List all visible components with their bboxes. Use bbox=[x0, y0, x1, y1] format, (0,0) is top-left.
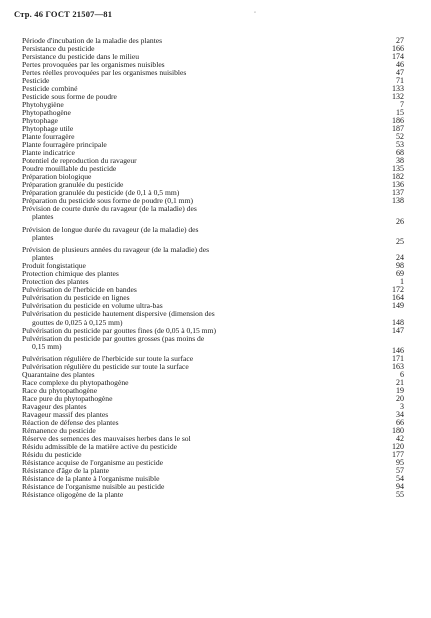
entry-number: 52 bbox=[396, 132, 404, 142]
index-entry bbox=[22, 141, 404, 149]
entry-term: Pulvérisation régulière du pesticide sur toute la surface bbox=[22, 362, 189, 372]
entry-term: Résistance oligogène de la plante bbox=[22, 490, 124, 500]
entry-number: 147 bbox=[392, 325, 404, 335]
entry-number: 132 bbox=[392, 92, 404, 102]
entry-term: Pulvérisation du pesticide hautement dispersive (dimension des bbox=[22, 309, 215, 319]
entry-term: Pertes provoquées par les organismes nuisibles bbox=[22, 60, 165, 70]
entry-term: Persistance du pesticide bbox=[22, 44, 95, 54]
entry-term: Pesticide sous forme de poudre bbox=[22, 92, 117, 102]
entry-number: 166 bbox=[392, 44, 404, 54]
entry-term: Pesticide bbox=[22, 76, 50, 86]
entry-number: 53 bbox=[396, 140, 404, 150]
index-entry bbox=[22, 491, 404, 499]
entry-term: 0,15 mm) bbox=[32, 341, 62, 351]
entry-term: Pulvérisation du pesticide par gouttes grosses (pas moins de bbox=[22, 333, 205, 343]
index-entry bbox=[22, 109, 404, 117]
index-entry bbox=[22, 77, 404, 85]
entry-number: 69 bbox=[396, 269, 404, 279]
entry-term: Race du phytopathogène bbox=[22, 386, 98, 396]
entry-number: 68 bbox=[396, 148, 404, 158]
entry-term: Pesticide combiné bbox=[22, 84, 78, 94]
entry-term: Prévision de plusieurs années du ravageur (de la maladie) des bbox=[22, 245, 210, 255]
entry-term: Réserve des semences des mauvaises herbes dans le sol bbox=[22, 434, 191, 444]
entry-term: Poudre mouillable du pesticide bbox=[22, 164, 117, 174]
entry-number: 55 bbox=[396, 490, 404, 500]
index-entry bbox=[22, 93, 404, 101]
entry-number: 149 bbox=[392, 301, 404, 311]
entry-number: 57 bbox=[396, 466, 404, 476]
entry-number: 138 bbox=[392, 196, 404, 206]
page-header: Стр. 46 ГОСТ 21507—81 bbox=[14, 9, 113, 19]
entry-term: Résistance de la plante à l'organisme nuisible bbox=[22, 474, 160, 484]
entry-term: plantes bbox=[32, 232, 54, 242]
entry-term: Période d'incubation de la maladie des plantes bbox=[22, 36, 163, 45]
entry-term: Ravageur des plantes bbox=[22, 402, 87, 412]
entry-number: 177 bbox=[392, 450, 404, 460]
entry-term: Pulvérisation du pesticide en lignes bbox=[22, 293, 130, 303]
entry-term: Pulvérisation du pesticide par gouttes fines (de 0,05 à 0,15 mm) bbox=[22, 325, 217, 335]
entry-term: Phytophage bbox=[22, 116, 58, 126]
entry-term: plantes bbox=[32, 212, 54, 222]
index-entry bbox=[22, 226, 404, 234]
entry-number: 187 bbox=[392, 124, 404, 134]
entry-term: Phytohygiène bbox=[22, 100, 64, 110]
entry-number: 136 bbox=[392, 180, 404, 190]
entry-term: Quarantaine des plantes bbox=[22, 370, 95, 380]
entry-number: 146 bbox=[392, 346, 404, 356]
entry-number: 26 bbox=[396, 216, 404, 226]
entry-number: 163 bbox=[392, 362, 404, 372]
entry-number: 1 bbox=[400, 277, 404, 287]
entry-term: Prévision de courte durée du ravageur (de la maladie) des bbox=[22, 204, 197, 214]
entry-term: Race pure du phytopathogène bbox=[22, 394, 113, 404]
entry-number: 135 bbox=[392, 164, 404, 174]
entry-number: 54 bbox=[396, 474, 404, 484]
entry-term: Pulvérisation de l'herbicide en bandes bbox=[22, 285, 137, 295]
entry-number: 133 bbox=[392, 84, 404, 94]
entry-term: Pertes réelles provoquées par les organismes nuisibles bbox=[22, 68, 187, 78]
entry-number: 180 bbox=[392, 426, 404, 436]
entry-number: 186 bbox=[392, 116, 404, 126]
index-entry bbox=[22, 101, 404, 109]
entry-number: 172 bbox=[392, 285, 404, 295]
entry-term: Préparation granulée du pesticide bbox=[22, 180, 124, 190]
index-entry bbox=[22, 117, 404, 125]
entry-term: Phytophage utile bbox=[22, 124, 74, 134]
entry-number: 7 bbox=[400, 100, 404, 110]
entry-term: gouttes de 0,025 à 0,125 mm) bbox=[32, 317, 123, 327]
entry-number: 66 bbox=[396, 418, 404, 428]
entry-number: 42 bbox=[396, 434, 404, 444]
entry-term: Ravageur massif des plantes bbox=[22, 410, 109, 420]
entry-term: Pulvérisation régulière de l'herbicide sur toute la surface bbox=[22, 354, 194, 364]
entry-number: 46 bbox=[396, 60, 404, 70]
entry-number: 164 bbox=[392, 293, 404, 303]
entry-term: Persistance du pesticide dans le milieu bbox=[22, 52, 140, 62]
entry-term: Résistance d'âge de la plante bbox=[22, 466, 109, 476]
entry-term: plantes bbox=[32, 253, 54, 263]
entry-number: 171 bbox=[392, 354, 404, 364]
index-entry bbox=[22, 125, 404, 133]
entry-term: Résidu du pesticide bbox=[22, 450, 82, 460]
entry-term: Phytopathogène bbox=[22, 108, 71, 118]
index-entry bbox=[22, 246, 404, 254]
entry-number: 94 bbox=[396, 482, 404, 492]
entry-number: 182 bbox=[392, 172, 404, 182]
entry-term: Plante indicatrice bbox=[22, 148, 75, 158]
entry-number: 174 bbox=[392, 52, 404, 62]
entry-number: 137 bbox=[392, 188, 404, 198]
entry-number: 21 bbox=[396, 378, 404, 388]
entry-term: Réaction de défense des plantes bbox=[22, 418, 119, 428]
entry-number: 38 bbox=[396, 156, 404, 166]
entry-term: Pulvérisation du pesticide en volume ultra-bas bbox=[22, 301, 163, 311]
entry-number: 34 bbox=[396, 410, 404, 420]
entry-term: Plante fourragère bbox=[22, 132, 75, 142]
entry-number: 98 bbox=[396, 261, 404, 271]
index-entries bbox=[22, 37, 404, 499]
entry-number: 3 bbox=[400, 402, 404, 412]
entry-number: 95 bbox=[396, 458, 404, 468]
decorative-dot: ◦ bbox=[254, 10, 257, 16]
entry-term: Race complexe du phytopathogène bbox=[22, 378, 129, 388]
entry-number: 71 bbox=[396, 76, 404, 86]
entry-number: 24 bbox=[396, 253, 404, 263]
entry-number: 148 bbox=[392, 317, 404, 327]
entry-term: Protection chimique des plantes bbox=[22, 269, 119, 279]
index-entry bbox=[22, 69, 404, 77]
index-entry bbox=[22, 335, 404, 343]
entry-term: Potentiel de reproduction du ravageur bbox=[22, 156, 137, 166]
entry-term: Protection des plantes bbox=[22, 277, 89, 287]
entry-term: Préparation du pesticide sous forme de poudre (0,1 mm) bbox=[22, 196, 194, 206]
entry-number: 25 bbox=[396, 237, 404, 247]
entry-term: Résidu admissible de la matière active du pesticide bbox=[22, 442, 177, 452]
entry-term: Prévision de longue durée du ravageur (de la maladie) des bbox=[22, 224, 199, 234]
entry-number: 27 bbox=[396, 36, 404, 46]
entry-number: 19 bbox=[396, 386, 404, 396]
index-entry bbox=[22, 213, 404, 226]
entry-term: Préparation granulée du pesticide (de 0,1 à 0,5 mm) bbox=[22, 188, 180, 198]
entry-term: Résistance acquise de l'organisme au pesticide bbox=[22, 458, 164, 468]
entry-term: Plante fourragère principale bbox=[22, 140, 107, 150]
entry-term: Résistance de l'organisme nuisible au pesticide bbox=[22, 482, 165, 492]
entry-number: 20 bbox=[396, 394, 404, 404]
entry-term: Produit fongistatique bbox=[22, 261, 86, 271]
entry-number: 15 bbox=[396, 108, 404, 118]
entry-number: 6 bbox=[400, 370, 404, 380]
entry-number: 120 bbox=[392, 442, 404, 452]
index-entry bbox=[22, 205, 404, 213]
entry-term: Rémanence du pesticide bbox=[22, 426, 96, 436]
entry-term: Préparation biologique bbox=[22, 172, 92, 182]
entry-number: 47 bbox=[396, 68, 404, 78]
